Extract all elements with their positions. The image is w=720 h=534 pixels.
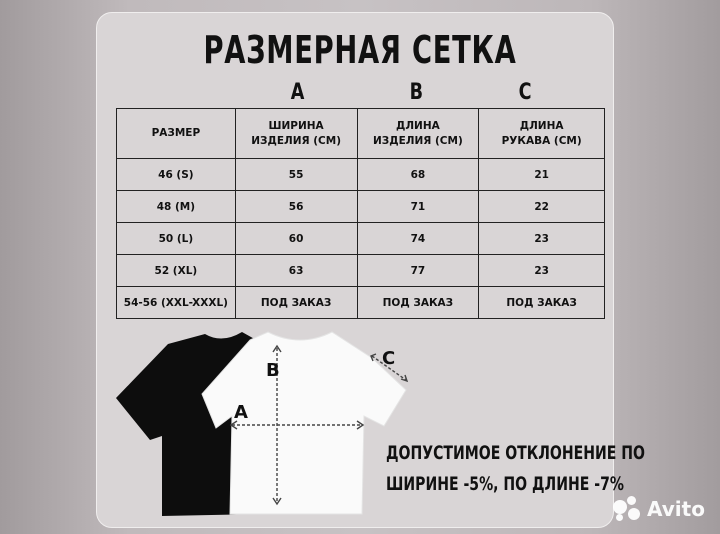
column-letter-a: A: [290, 80, 305, 105]
cell-size: 48 (M): [117, 191, 236, 223]
column-letter-b: B: [409, 80, 424, 105]
avito-watermark: [613, 496, 705, 522]
cell-size: 50 (L): [117, 223, 236, 255]
cell-sleeve: 23: [479, 255, 605, 287]
cell-width: 60: [235, 223, 357, 255]
tshirt-diagram: [110, 318, 410, 518]
cell-sleeve: 21: [479, 159, 605, 191]
cell-sleeve: 23: [479, 223, 605, 255]
header-width-line2: ИЗДЕЛИЯ (СМ): [251, 134, 341, 147]
cell-width: 63: [235, 255, 357, 287]
table-row: [117, 223, 605, 255]
table-header-row: [117, 109, 605, 159]
column-letter-c: C: [518, 80, 532, 105]
header-width-line1: ШИРИНА: [268, 119, 324, 132]
cell-size: 54-56 (XXL-XXXL): [117, 287, 236, 319]
cell-width: 56: [235, 191, 357, 223]
cell-width: 55: [235, 159, 357, 191]
table-row: [117, 191, 605, 223]
header-sleeve: [479, 109, 605, 159]
diagram-label-b: B: [266, 360, 280, 381]
page-title: РАЗМЕРНАЯ СЕТКА: [203, 28, 517, 72]
tolerance-note: [386, 438, 645, 500]
avito-logo-icon: [613, 496, 643, 522]
cell-length: 71: [357, 191, 479, 223]
header-length-line2: ИЗДЕЛИЯ (СМ): [372, 134, 463, 147]
size-table: [116, 108, 605, 319]
cell-length: 68: [357, 159, 479, 191]
cell-size: 52 (XL): [117, 255, 236, 287]
header-size: [117, 109, 236, 159]
header-size-label: РАЗМЕР: [151, 127, 201, 139]
header-length-line1: ДЛИНА: [395, 119, 440, 132]
tolerance-note-line2: ШИРИНЕ -5%, ПО ДЛИНЕ -7%: [386, 473, 624, 495]
cell-sleeve: 22: [479, 191, 605, 223]
tolerance-note-line1: ДОПУСТИМОЕ ОТКЛОНЕНИЕ ПО: [386, 442, 645, 464]
header-sleeve-line1: ДЛИНА: [519, 119, 564, 132]
diagram-label-a: A: [234, 402, 248, 423]
header-length: [357, 109, 479, 159]
cell-length: ПОД ЗАКАЗ: [357, 287, 479, 319]
avito-watermark-text: Avito: [647, 497, 705, 521]
table-row: [117, 159, 605, 191]
header-width: [235, 109, 357, 159]
diagram-label-c: C: [382, 348, 396, 369]
cell-sleeve: ПОД ЗАКАЗ: [479, 287, 605, 319]
table-row: [117, 255, 605, 287]
cell-length: 77: [357, 255, 479, 287]
table-row: [117, 287, 605, 319]
cell-size: 46 (S): [117, 159, 236, 191]
cell-length: 74: [357, 223, 479, 255]
white-tshirt-icon: [202, 332, 406, 514]
cell-width: ПОД ЗАКАЗ: [235, 287, 357, 319]
header-sleeve-line2: РУКАВА (СМ): [501, 134, 582, 147]
